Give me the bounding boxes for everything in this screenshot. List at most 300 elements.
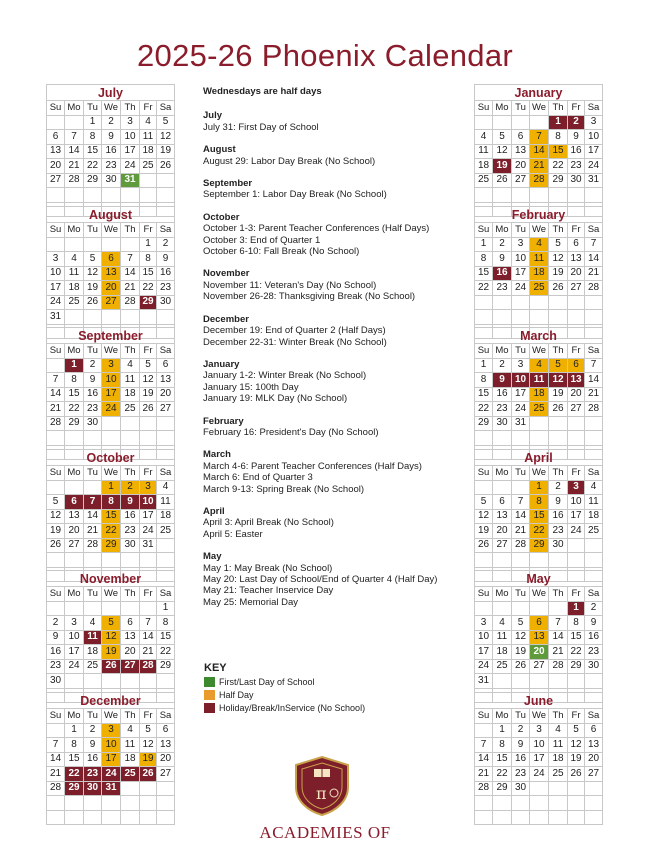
month-name: October bbox=[47, 450, 175, 466]
event-item: November 11: Veteran's Day (No School) bbox=[203, 279, 377, 291]
day-cell: 23 bbox=[493, 402, 512, 417]
day-cell: 13 bbox=[512, 144, 530, 159]
day-cell: 30 bbox=[84, 416, 102, 431]
day-cell: 23 bbox=[84, 402, 102, 417]
day-cell: 11 bbox=[585, 495, 603, 510]
day-cell: 9 bbox=[121, 495, 140, 510]
empty-cell bbox=[568, 295, 585, 310]
day-cell: 14 bbox=[512, 509, 530, 524]
empty-cell bbox=[568, 416, 585, 431]
legend bbox=[204, 662, 365, 715]
weekday-header: Mo bbox=[65, 101, 84, 116]
weekday-header: Th bbox=[121, 587, 140, 602]
day-cell: 26 bbox=[47, 538, 65, 553]
day-cell: 25 bbox=[475, 173, 493, 188]
empty-cell bbox=[102, 674, 121, 689]
day-cell: 28 bbox=[585, 281, 603, 296]
day-cell: 3 bbox=[530, 723, 549, 738]
day-cell: 7 bbox=[140, 616, 157, 631]
event-group-title: May bbox=[203, 551, 222, 563]
day-cell: 8 bbox=[102, 495, 121, 510]
day-cell: 11 bbox=[121, 738, 140, 753]
day-cell: 3 bbox=[512, 237, 530, 252]
day-cell: 6 bbox=[568, 358, 585, 373]
day-cell: 13 bbox=[157, 373, 175, 388]
day-cell: 15 bbox=[65, 752, 84, 767]
day-cell: 4 bbox=[65, 252, 84, 267]
empty-cell bbox=[47, 115, 65, 130]
day-cell: 9 bbox=[102, 130, 121, 145]
day-cell: 29 bbox=[102, 538, 121, 553]
day-cell: 17 bbox=[475, 645, 493, 660]
event-group-title: February bbox=[203, 415, 244, 427]
weekday-header: Sa bbox=[585, 344, 603, 359]
empty-cell bbox=[475, 310, 493, 325]
day-cell: 27 bbox=[157, 767, 175, 782]
empty-cell bbox=[84, 601, 102, 616]
day-cell: 21 bbox=[585, 266, 603, 281]
weekday-header: Th bbox=[549, 344, 568, 359]
day-cell: 28 bbox=[530, 173, 549, 188]
empty-cell bbox=[568, 188, 585, 203]
weekday-header: Tu bbox=[512, 709, 530, 724]
day-cell: 1 bbox=[102, 480, 121, 495]
day-cell: 26 bbox=[84, 295, 102, 310]
event-item: July 31: First Day of School bbox=[203, 121, 319, 133]
weekday-header: Sa bbox=[585, 709, 603, 724]
empty-cell bbox=[530, 674, 549, 689]
month-calendar-november bbox=[46, 570, 175, 703]
month-name: December bbox=[47, 693, 175, 709]
day-cell: 17 bbox=[102, 752, 121, 767]
empty-cell bbox=[585, 295, 603, 310]
empty-cell bbox=[65, 310, 84, 325]
empty-cell bbox=[585, 431, 603, 446]
empty-cell bbox=[549, 310, 568, 325]
day-cell: 23 bbox=[157, 281, 175, 296]
event-item: May 20: Last Day of School/End of Quarter 4 (Half Day) bbox=[203, 574, 438, 585]
weekday-header: Sa bbox=[157, 587, 175, 602]
event-group bbox=[203, 268, 465, 302]
day-cell: 14 bbox=[549, 630, 568, 645]
empty-cell bbox=[475, 431, 493, 446]
empty-cell bbox=[568, 553, 585, 568]
weekday-header: Mo bbox=[493, 223, 512, 238]
day-cell: 8 bbox=[475, 373, 493, 388]
weekday-header: Sa bbox=[157, 709, 175, 724]
day-cell: 24 bbox=[568, 524, 585, 539]
weekday-header: Fr bbox=[568, 587, 585, 602]
day-cell: 16 bbox=[568, 144, 585, 159]
empty-cell bbox=[47, 431, 65, 446]
empty-cell bbox=[475, 295, 493, 310]
event-item: May 1: May Break (No School) bbox=[203, 562, 333, 574]
day-cell: 13 bbox=[530, 630, 549, 645]
day-cell: 25 bbox=[549, 767, 568, 782]
empty-cell bbox=[140, 188, 157, 203]
empty-cell bbox=[568, 310, 585, 325]
day-cell: 11 bbox=[530, 373, 549, 388]
empty-cell bbox=[65, 115, 84, 130]
empty-cell bbox=[47, 480, 65, 495]
day-cell: 19 bbox=[102, 645, 121, 660]
day-cell: 18 bbox=[157, 509, 175, 524]
empty-cell bbox=[585, 781, 603, 796]
empty-cell bbox=[65, 674, 84, 689]
day-cell: 14 bbox=[65, 144, 84, 159]
day-cell: 20 bbox=[47, 159, 65, 174]
day-cell: 14 bbox=[475, 752, 493, 767]
day-cell: 8 bbox=[140, 252, 157, 267]
day-cell: 3 bbox=[65, 616, 84, 631]
day-cell: 6 bbox=[512, 130, 530, 145]
day-cell: 27 bbox=[493, 538, 512, 553]
weekday-header: Tu bbox=[84, 709, 102, 724]
day-cell: 9 bbox=[84, 738, 102, 753]
empty-cell bbox=[475, 601, 493, 616]
day-cell: 4 bbox=[493, 616, 512, 631]
day-cell: 15 bbox=[157, 630, 175, 645]
day-cell: 27 bbox=[530, 659, 549, 674]
empty-cell bbox=[493, 431, 512, 446]
weekday-header: We bbox=[102, 466, 121, 481]
weekday-header: Su bbox=[47, 466, 65, 481]
month-name: November bbox=[47, 571, 175, 587]
day-cell: 11 bbox=[549, 738, 568, 753]
day-cell: 31 bbox=[512, 416, 530, 431]
empty-cell bbox=[102, 601, 121, 616]
day-cell: 23 bbox=[47, 659, 65, 674]
event-group-title: January bbox=[203, 358, 240, 370]
day-cell: 20 bbox=[121, 645, 140, 660]
day-cell: 14 bbox=[84, 509, 102, 524]
day-cell: 5 bbox=[157, 115, 175, 130]
day-cell: 17 bbox=[140, 509, 157, 524]
day-cell: 28 bbox=[475, 781, 493, 796]
empty-cell bbox=[530, 295, 549, 310]
day-cell: 15 bbox=[475, 266, 493, 281]
day-cell: 7 bbox=[585, 237, 603, 252]
day-cell: 4 bbox=[157, 480, 175, 495]
day-cell: 25 bbox=[84, 659, 102, 674]
legend-swatch bbox=[204, 690, 215, 700]
day-cell: 4 bbox=[84, 616, 102, 631]
day-cell: 31 bbox=[140, 538, 157, 553]
empty-cell bbox=[84, 553, 102, 568]
day-cell: 20 bbox=[157, 752, 175, 767]
day-cell: 5 bbox=[475, 495, 493, 510]
day-cell: 13 bbox=[157, 738, 175, 753]
day-cell: 18 bbox=[475, 159, 493, 174]
weekday-header: Sa bbox=[157, 101, 175, 116]
day-cell: 15 bbox=[475, 387, 493, 402]
day-cell: 28 bbox=[47, 416, 65, 431]
day-cell: 1 bbox=[568, 601, 585, 616]
legend-item bbox=[204, 702, 365, 714]
day-cell: 28 bbox=[65, 173, 84, 188]
day-cell: 20 bbox=[157, 387, 175, 402]
event-group bbox=[203, 212, 465, 258]
empty-cell bbox=[549, 553, 568, 568]
empty-cell bbox=[585, 674, 603, 689]
weekday-header: Th bbox=[549, 223, 568, 238]
day-cell: 12 bbox=[140, 738, 157, 753]
event-item: August 29: Labor Day Break (No School) bbox=[203, 155, 376, 167]
day-cell: 13 bbox=[568, 373, 585, 388]
day-cell: 26 bbox=[157, 159, 175, 174]
empty-cell bbox=[121, 674, 140, 689]
empty-cell bbox=[512, 295, 530, 310]
day-cell: 1 bbox=[493, 723, 512, 738]
day-cell: 12 bbox=[102, 630, 121, 645]
day-cell: 2 bbox=[84, 358, 102, 373]
day-cell: 14 bbox=[585, 373, 603, 388]
day-cell: 30 bbox=[157, 295, 175, 310]
weekday-header: Su bbox=[475, 587, 493, 602]
weekday-header: Su bbox=[475, 223, 493, 238]
day-cell: 3 bbox=[475, 616, 493, 631]
day-cell: 1 bbox=[157, 601, 175, 616]
day-cell: 10 bbox=[568, 495, 585, 510]
empty-cell bbox=[568, 538, 585, 553]
weekday-header: We bbox=[102, 709, 121, 724]
day-cell: 6 bbox=[568, 237, 585, 252]
empty-cell bbox=[157, 796, 175, 811]
empty-cell bbox=[512, 115, 530, 130]
weekday-header: We bbox=[530, 466, 549, 481]
event-groups bbox=[203, 110, 465, 608]
day-cell: 9 bbox=[512, 738, 530, 753]
day-cell: 16 bbox=[157, 266, 175, 281]
day-cell: 27 bbox=[568, 281, 585, 296]
day-cell: 4 bbox=[530, 237, 549, 252]
day-cell: 7 bbox=[530, 130, 549, 145]
weekday-header: Mo bbox=[493, 466, 512, 481]
day-cell: 30 bbox=[84, 781, 102, 796]
day-cell: 17 bbox=[530, 752, 549, 767]
day-cell: 2 bbox=[493, 358, 512, 373]
day-cell: 28 bbox=[512, 538, 530, 553]
empty-cell bbox=[84, 674, 102, 689]
event-group-title: November bbox=[203, 268, 250, 280]
day-cell: 12 bbox=[84, 266, 102, 281]
day-cell: 25 bbox=[157, 524, 175, 539]
day-cell: 29 bbox=[157, 659, 175, 674]
weekday-header: We bbox=[530, 223, 549, 238]
events-header: Wednesdays are half days bbox=[203, 86, 322, 97]
weekday-header: Tu bbox=[512, 101, 530, 116]
empty-cell bbox=[530, 796, 549, 811]
day-cell: 27 bbox=[47, 173, 65, 188]
day-cell: 7 bbox=[549, 616, 568, 631]
month-calendar-august bbox=[46, 206, 175, 339]
day-cell: 18 bbox=[121, 752, 140, 767]
event-group bbox=[203, 178, 465, 201]
day-cell: 16 bbox=[102, 144, 121, 159]
empty-cell bbox=[493, 310, 512, 325]
day-cell: 21 bbox=[65, 159, 84, 174]
empty-cell bbox=[84, 188, 102, 203]
empty-cell bbox=[475, 188, 493, 203]
weekday-header: Th bbox=[549, 709, 568, 724]
day-cell: 4 bbox=[140, 115, 157, 130]
day-cell: 26 bbox=[568, 767, 585, 782]
day-cell: 3 bbox=[102, 358, 121, 373]
day-cell: 16 bbox=[493, 387, 512, 402]
day-cell: 4 bbox=[475, 130, 493, 145]
day-cell: 17 bbox=[512, 387, 530, 402]
empty-cell bbox=[102, 310, 121, 325]
weekday-header: We bbox=[530, 344, 549, 359]
empty-cell bbox=[549, 601, 568, 616]
day-cell: 22 bbox=[65, 767, 84, 782]
day-cell: 29 bbox=[140, 295, 157, 310]
day-cell: 7 bbox=[585, 358, 603, 373]
day-cell: 4 bbox=[121, 723, 140, 738]
day-cell: 21 bbox=[47, 767, 65, 782]
empty-cell bbox=[530, 188, 549, 203]
day-cell: 3 bbox=[568, 480, 585, 495]
day-cell: 31 bbox=[102, 781, 121, 796]
empty-cell bbox=[65, 188, 84, 203]
day-cell: 17 bbox=[585, 144, 603, 159]
day-cell: 29 bbox=[65, 781, 84, 796]
empty-cell bbox=[84, 431, 102, 446]
day-cell: 29 bbox=[65, 416, 84, 431]
day-cell: 13 bbox=[121, 630, 140, 645]
empty-cell bbox=[140, 601, 157, 616]
day-cell: 21 bbox=[549, 645, 568, 660]
weekday-header: Fr bbox=[568, 101, 585, 116]
event-group bbox=[203, 110, 465, 133]
weekday-header: Fr bbox=[140, 344, 157, 359]
day-cell: 27 bbox=[65, 538, 84, 553]
day-cell: 9 bbox=[568, 130, 585, 145]
empty-cell bbox=[530, 310, 549, 325]
day-cell: 5 bbox=[512, 616, 530, 631]
day-cell: 18 bbox=[549, 752, 568, 767]
day-cell: 29 bbox=[530, 538, 549, 553]
event-group bbox=[203, 144, 465, 167]
day-cell: 7 bbox=[84, 495, 102, 510]
day-cell: 5 bbox=[549, 237, 568, 252]
day-cell: 2 bbox=[512, 723, 530, 738]
empty-cell bbox=[568, 674, 585, 689]
day-cell: 1 bbox=[84, 115, 102, 130]
day-cell: 10 bbox=[121, 130, 140, 145]
day-cell: 22 bbox=[157, 645, 175, 660]
day-cell: 30 bbox=[568, 173, 585, 188]
empty-cell bbox=[102, 188, 121, 203]
day-cell: 23 bbox=[102, 159, 121, 174]
day-cell: 6 bbox=[585, 723, 603, 738]
day-cell: 20 bbox=[512, 159, 530, 174]
day-cell: 30 bbox=[102, 173, 121, 188]
empty-cell bbox=[475, 553, 493, 568]
event-group bbox=[203, 359, 465, 405]
day-cell: 24 bbox=[530, 767, 549, 782]
day-cell: 9 bbox=[585, 616, 603, 631]
day-cell: 10 bbox=[530, 738, 549, 753]
legend-swatch bbox=[204, 677, 215, 687]
day-cell: 21 bbox=[530, 159, 549, 174]
day-cell: 10 bbox=[512, 252, 530, 267]
event-item: December 22-31: Winter Break (No School) bbox=[203, 336, 387, 348]
day-cell: 18 bbox=[121, 387, 140, 402]
day-cell: 19 bbox=[493, 159, 512, 174]
day-cell: 24 bbox=[512, 402, 530, 417]
day-cell: 22 bbox=[84, 159, 102, 174]
weekday-header: Tu bbox=[512, 466, 530, 481]
empty-cell bbox=[102, 553, 121, 568]
day-cell: 22 bbox=[568, 645, 585, 660]
day-cell: 30 bbox=[512, 781, 530, 796]
weekday-header: Su bbox=[475, 709, 493, 724]
day-cell: 9 bbox=[157, 252, 175, 267]
empty-cell bbox=[157, 538, 175, 553]
school-name: ACADEMIES OF bbox=[259, 823, 391, 842]
events-list bbox=[203, 86, 465, 619]
day-cell: 31 bbox=[47, 310, 65, 325]
day-cell: 12 bbox=[157, 130, 175, 145]
month-name: March bbox=[475, 328, 603, 344]
empty-cell bbox=[65, 480, 84, 495]
day-cell: 12 bbox=[568, 738, 585, 753]
day-cell: 22 bbox=[102, 524, 121, 539]
empty-cell bbox=[493, 295, 512, 310]
empty-cell bbox=[65, 431, 84, 446]
weekday-header: Sa bbox=[157, 466, 175, 481]
day-cell: 11 bbox=[157, 495, 175, 510]
empty-cell bbox=[157, 310, 175, 325]
day-cell: 19 bbox=[47, 524, 65, 539]
day-cell: 5 bbox=[47, 495, 65, 510]
day-cell: 26 bbox=[549, 281, 568, 296]
day-cell: 12 bbox=[512, 630, 530, 645]
day-cell: 27 bbox=[102, 295, 121, 310]
weekday-header: We bbox=[102, 223, 121, 238]
empty-cell bbox=[549, 295, 568, 310]
day-cell: 18 bbox=[585, 509, 603, 524]
empty-cell bbox=[512, 553, 530, 568]
weekday-header: Su bbox=[47, 223, 65, 238]
weekday-header: We bbox=[102, 587, 121, 602]
empty-cell bbox=[84, 480, 102, 495]
weekday-header: Fr bbox=[568, 223, 585, 238]
day-cell: 10 bbox=[475, 630, 493, 645]
weekday-header: Su bbox=[475, 101, 493, 116]
day-cell: 23 bbox=[568, 159, 585, 174]
day-cell: 8 bbox=[84, 130, 102, 145]
day-cell: 6 bbox=[47, 130, 65, 145]
weekday-header: We bbox=[102, 344, 121, 359]
day-cell: 31 bbox=[475, 674, 493, 689]
day-cell: 12 bbox=[549, 252, 568, 267]
day-cell: 15 bbox=[84, 144, 102, 159]
weekday-header: Th bbox=[549, 101, 568, 116]
month-calendar-july bbox=[46, 84, 175, 217]
empty-cell bbox=[512, 796, 530, 811]
weekday-header: Th bbox=[121, 344, 140, 359]
weekday-header: Su bbox=[47, 709, 65, 724]
day-cell: 1 bbox=[549, 115, 568, 130]
empty-cell bbox=[140, 781, 157, 796]
day-cell: 29 bbox=[549, 173, 568, 188]
day-cell: 29 bbox=[84, 173, 102, 188]
weekday-header: Mo bbox=[65, 344, 84, 359]
event-item: September 1: Labor Day Break (No School) bbox=[203, 189, 387, 201]
empty-cell bbox=[65, 237, 84, 252]
